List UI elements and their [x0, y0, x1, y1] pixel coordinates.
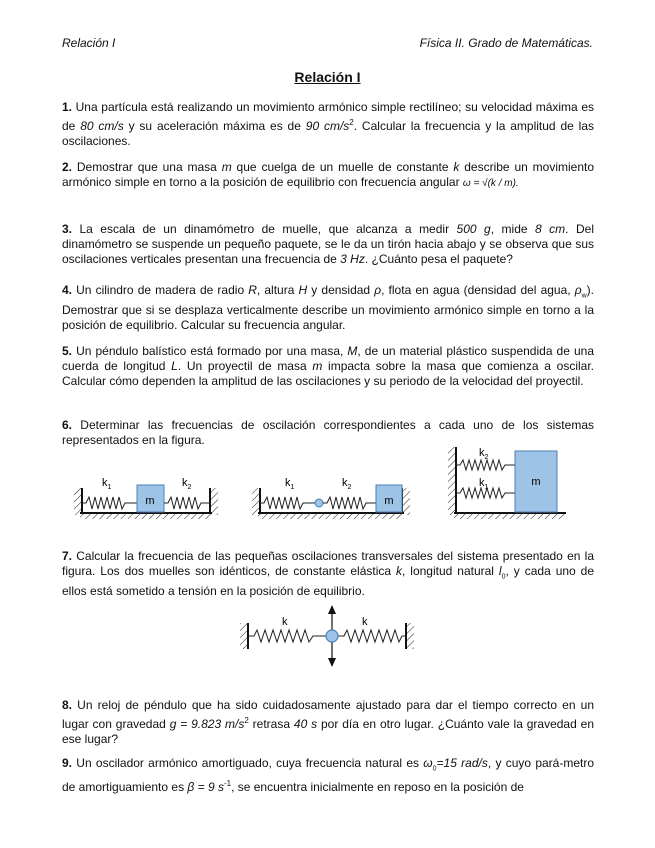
- spring-k2-a: [164, 497, 210, 509]
- problem-4: 4. Un cilindro de madera de radio R, altura H y densidad ρ, flota en agua (densidad del agua, $\rho_w$). Demostrar que si se desplaza verticalmente describe un movimiento armónico simple en torno a la posición de equilibrio. Calcular su frecuencia angular.: [62, 283, 594, 333]
- problem-7: 7. Calcular la frecuencia de las pequeñas oscilaciones transversales del sistema presentado en la figura. Los dos muelles son idénticos, de constante elástica k, longitud natural $l_0$, y cada uno de ellos está sometido a tensión en la posición de equilibrio.: [62, 549, 595, 599]
- problem-5: 5. Un péndulo balístico está formado por una masa, M, de un material plástico suspendida de una cuerda de longitud L. Un proyectil de masa m impacta sobre la masa que comienza a oscilar. Calcular cómo dependen la amplitud de las oscilaciones y su periodo de la velocidad del proyectil.: [62, 344, 595, 388]
- wall-left-c: [448, 447, 456, 515]
- figure-7: [232, 603, 422, 669]
- wall-right-a: [210, 488, 218, 515]
- problem-3: 3. La escala de un dinamómetro de muelle, que alcanza a medir 500 g, mide 8 cm. Del dinamómetro se suspende un pequeño paquete, se le da un tirón hacia abajo y se observa que sus oscilaciones verticales presentan una frecuencia de 3 Hz. ¿Cuánto pesa el paquete?: [62, 222, 594, 266]
- mass-7: [326, 630, 338, 642]
- arrow-up-icon: [328, 605, 336, 614]
- k1-label-a: $k_1$: [102, 477, 112, 491]
- figure-6: [60, 445, 610, 525]
- k-label-right-7: k: [362, 616, 368, 628]
- spring-k2-b: [323, 497, 376, 509]
- k2-label-c: $k_2$: [479, 447, 489, 461]
- problem-8: 8. Un reloj de péndulo que ha sido cuidadosamente ajustado para dar el tiempo correcto en un lugar con gravedad g = 9.823 $m/s^2$ retrasa 40 s por día en otro lugar. ¿Cuánto vale la gravedad en ese lugar?: [62, 698, 594, 746]
- spring-k1-a: [82, 497, 137, 509]
- wall-left-b: [252, 488, 260, 515]
- small-mass-b: [315, 499, 323, 507]
- arrow-down-icon: [328, 658, 336, 667]
- wall-right-b: [402, 488, 410, 515]
- mass-label-a: m: [145, 495, 155, 507]
- problem-2: 2. Demostrar que una masa m que cuelga de un muelle de constante k describe un movimiento armónico simple en torno a la posición de equilibrio con frecuencia angular ω = √(k / m).: [62, 160, 595, 189]
- spring-left-7: [248, 630, 326, 642]
- k2-label-b: $k_2$: [342, 477, 352, 491]
- mass-label-c: m: [531, 476, 541, 488]
- wall-left-a: [74, 488, 82, 515]
- spring-right-7: [338, 630, 406, 642]
- page-title: Relación I: [294, 69, 361, 85]
- k-label-left-7: k: [282, 616, 288, 628]
- k2-label-a: $k_2$: [182, 477, 192, 491]
- problem-9: 9. Un oscilador armónico amortiguado, cuya frecuencia natural es $\omega_0=15$ rad/s, y cuyo pará-metro de amortiguamiento es β = 9 $s^{-1}$, se encuentra inicialmente en reposo en la posición de: [62, 756, 595, 795]
- system-c: [448, 447, 566, 519]
- formula-omega: ω = √(k / m).: [462, 178, 519, 189]
- k1-label-b: $k_1$: [285, 477, 295, 491]
- wall-right-7: [406, 623, 414, 649]
- header-left: Relación I: [62, 36, 116, 50]
- spring-k2-c: [456, 460, 515, 470]
- spring-k1-b: [260, 497, 315, 509]
- problem-1: 1. Una partícula está realizando un movimiento armónico simple rectilíneo; su velocidad máxima es de 80 cm/s y su aceleración máxima es de 90 $cm/s^2$. Calcular la frecuencia y la amplitud de las oscilaciones.: [62, 100, 594, 148]
- wall-left-7: [240, 623, 248, 649]
- k1-label-c: $k_1$: [479, 477, 489, 491]
- problem-6: 6. Determinar las frecuencias de oscilación correspondientes a cada uno de los sistemas representados en la figura.: [62, 418, 594, 447]
- header-right: Física II. Grado de Matemáticas.: [419, 36, 593, 50]
- mass-label-b: m: [384, 495, 394, 507]
